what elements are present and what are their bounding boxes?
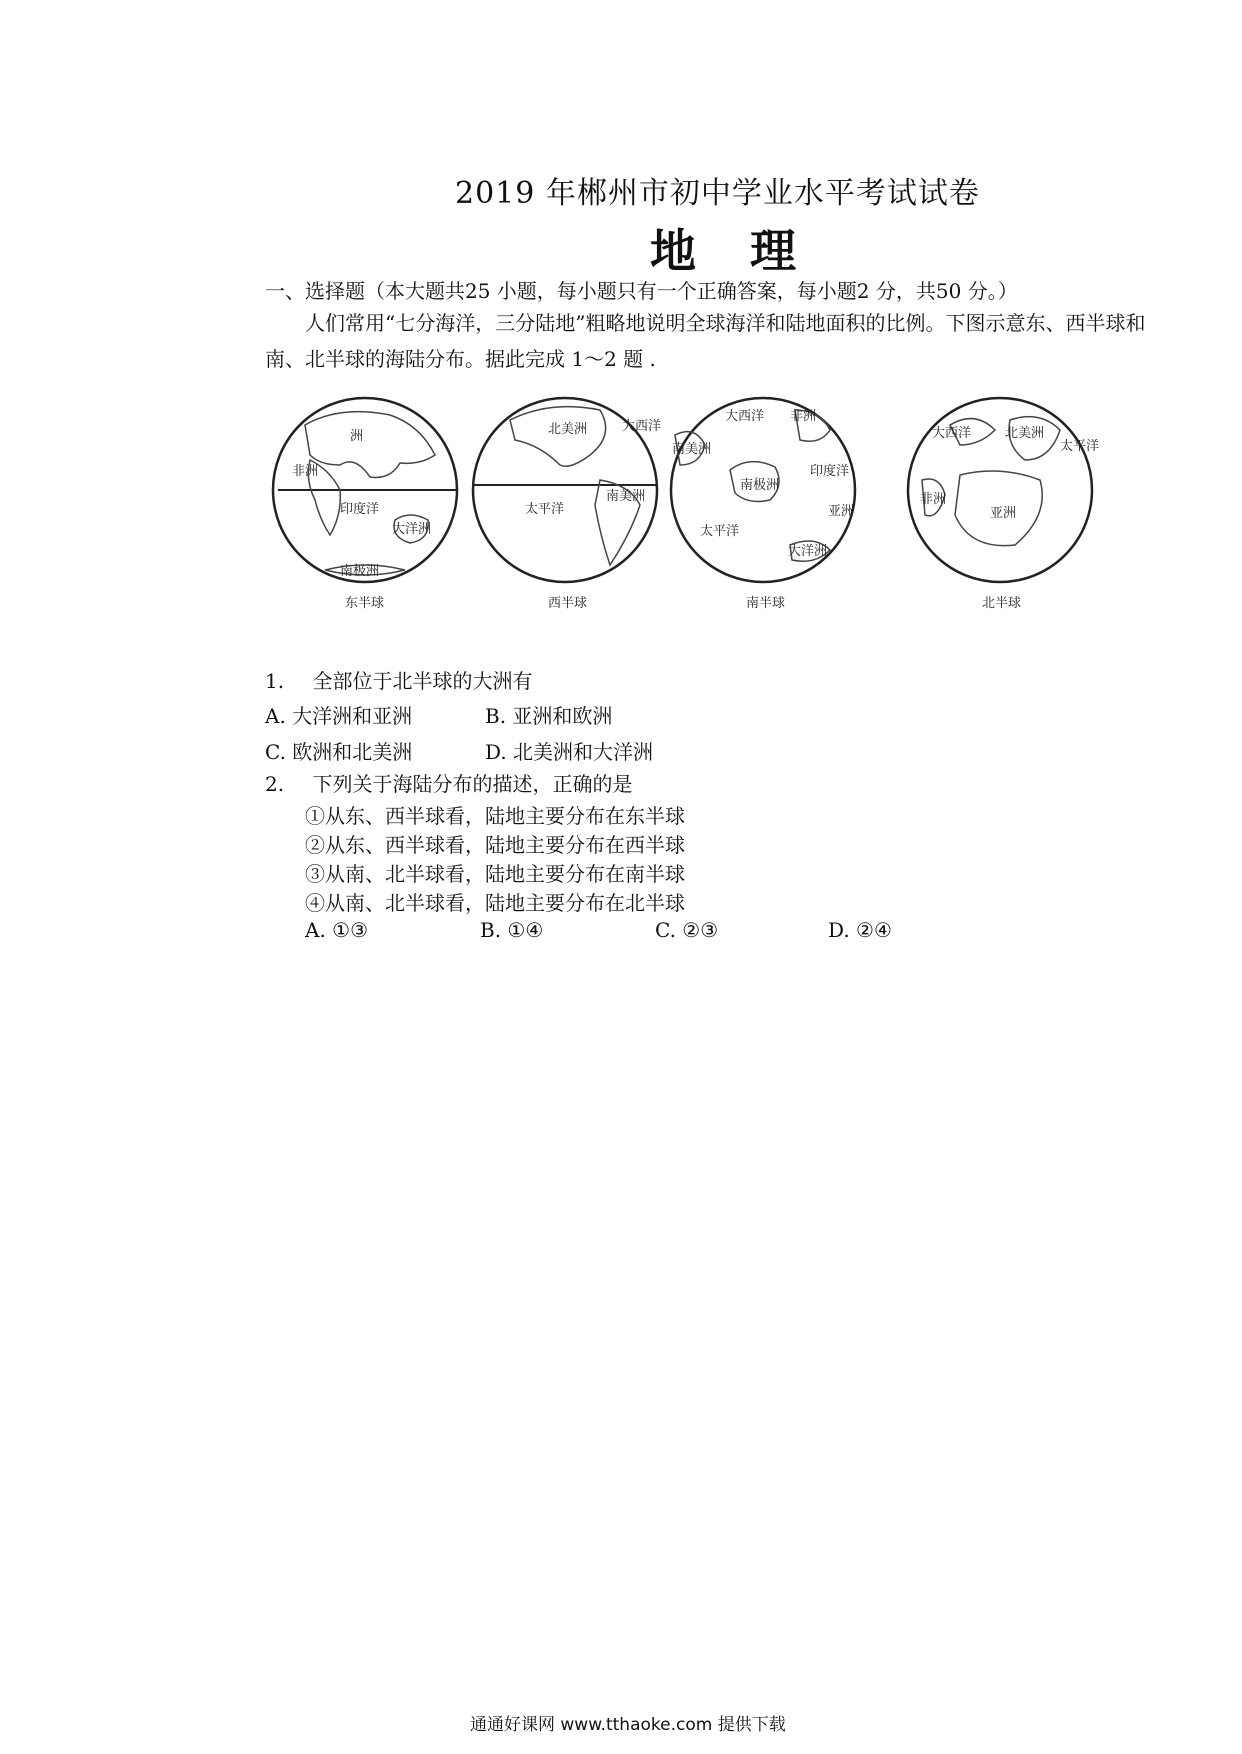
globe-caption: 南半球 [746, 596, 786, 611]
globe-label: 洲 [350, 429, 364, 444]
question-2 [265, 768, 632, 797]
globe-label: 南极洲 [340, 564, 380, 579]
question-number: 1. [265, 669, 285, 693]
globe-north-hemisphere [908, 398, 1099, 611]
globe-label: 太平洋 [525, 502, 565, 517]
globe-south-hemisphere [671, 398, 855, 611]
option-1b[interactable]: B. 亚洲和欧洲 [485, 704, 613, 728]
globe-label: 亚洲 [828, 504, 855, 519]
globe-label: 大西洋 [932, 426, 972, 441]
globe-label: 非洲 [790, 409, 817, 424]
globe-label: 北美洲 [1005, 426, 1045, 441]
globe-west-hemisphere [473, 398, 661, 611]
exam-title: 2019 年郴州市初中学业水平考试试卷 [455, 176, 980, 211]
globe-caption: 东半球 [345, 596, 385, 611]
statement-4: ④从南、北半球看，陆地主要分布在北半球 [305, 891, 685, 915]
option-1d[interactable]: D. 北美洲和大洋洲 [485, 740, 654, 764]
globe-label: 太平洋 [700, 524, 740, 539]
globe-label: 非洲 [920, 492, 947, 507]
globe-caption: 西半球 [548, 596, 588, 611]
globe-label: 南极洲 [740, 478, 780, 493]
question-stem: 全部位于北半球的大洲有 [312, 669, 533, 693]
option-2b[interactable]: B. ①④ [480, 918, 544, 942]
hemispheres-figure [270, 385, 1110, 625]
question-intro: 人们常用“七分海洋，三分陆地”粗略地说明全球海洋和陆地面积的比例。下图示意东、西半球和南、北半球的海陆分布。据此完成 1～2 题 . [265, 311, 1146, 371]
option-1a[interactable]: A. 大洋洲和亚洲 [265, 704, 413, 728]
statement-3: ③从南、北半球看，陆地主要分布在南半球 [305, 862, 685, 886]
subject-title: 地理 [650, 224, 850, 278]
option-1c[interactable]: C. 欧洲和北美洲 [265, 740, 413, 764]
globe-caption: 北半球 [982, 596, 1022, 611]
question-1 [265, 665, 532, 694]
question-number: 2. [265, 772, 285, 796]
globe-label: 南美洲 [606, 489, 646, 504]
option-2a[interactable]: A. ①③ [305, 918, 369, 942]
section-heading: 一、选择题（本大题共25 小题，每小题只有一个正确答案，每小题2 分，共50 分。） [265, 279, 1018, 303]
globe-label: 大西洋 [622, 419, 662, 434]
globe-label: 非洲 [292, 464, 319, 479]
globe-label: 亚洲 [990, 506, 1017, 521]
globe-label: 大洋洲 [788, 544, 828, 559]
statement-1: ①从东、西半球看，陆地主要分布在东半球 [305, 804, 685, 828]
globe-label: 南美洲 [672, 442, 712, 457]
globe-label: 印度洋 [810, 464, 850, 479]
option-2d[interactable]: D. ②④ [828, 918, 892, 942]
globe-label: 太平洋 [1060, 439, 1100, 454]
globe-east-hemisphere [273, 398, 457, 611]
question-stem: 下列关于海陆分布的描述，正确的是 [312, 772, 633, 796]
globe-label: 大西洋 [725, 409, 765, 424]
globe-label: 大洋洲 [392, 522, 432, 537]
footer-source: 通通好课网 www.tthaoke.com 提供下载 [470, 1715, 786, 1735]
option-2c[interactable]: C. ②③ [655, 918, 719, 942]
globe-label: 印度洋 [340, 502, 380, 517]
statement-2: ②从东、西半球看，陆地主要分布在西半球 [305, 833, 685, 857]
globe-label: 北美洲 [548, 422, 588, 437]
